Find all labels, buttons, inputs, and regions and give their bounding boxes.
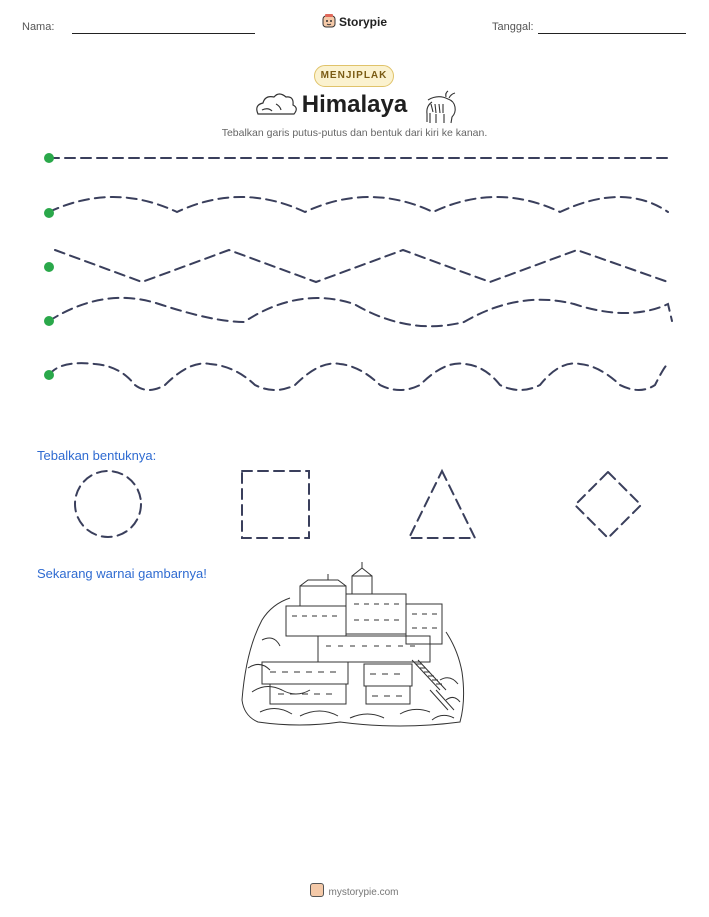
yak-icon (427, 91, 455, 123)
start-dot (44, 370, 54, 380)
brand-name: Storypie (339, 15, 388, 29)
page-title: Himalaya (301, 91, 408, 118)
trace-shape-square[interactable] (242, 471, 309, 538)
trace-shape-circle[interactable] (75, 471, 141, 537)
trace-shape-triangle[interactable] (409, 471, 475, 538)
trace-shape-diamond[interactable] (575, 472, 641, 538)
instruction-text: Tebalkan garis putus-putus dan bentuk dari kiri ke kanan. (221, 127, 488, 139)
trace-line-rounded-wave[interactable] (49, 363, 668, 390)
start-dot (44, 262, 54, 272)
name-label: Nama: (22, 21, 55, 33)
activity-badge: MENJIPLAK (314, 65, 394, 87)
trace-line-wave[interactable] (49, 298, 672, 326)
potala-palace-drawing[interactable] (242, 562, 464, 726)
start-dot (44, 153, 54, 163)
color-heading: Sekarang warnai gambarnya! (37, 566, 207, 581)
start-dot (44, 208, 54, 218)
cloud-icon (257, 94, 297, 114)
trace-line-gentle-wave[interactable] (49, 197, 668, 212)
footer-url: mystorypie.com (328, 887, 399, 898)
start-dot (44, 316, 54, 326)
shapes-heading: Tebalkan bentuknya: (37, 448, 157, 463)
trace-line-zigzag[interactable] (55, 250, 668, 282)
date-label: Tanggal: (492, 21, 534, 33)
